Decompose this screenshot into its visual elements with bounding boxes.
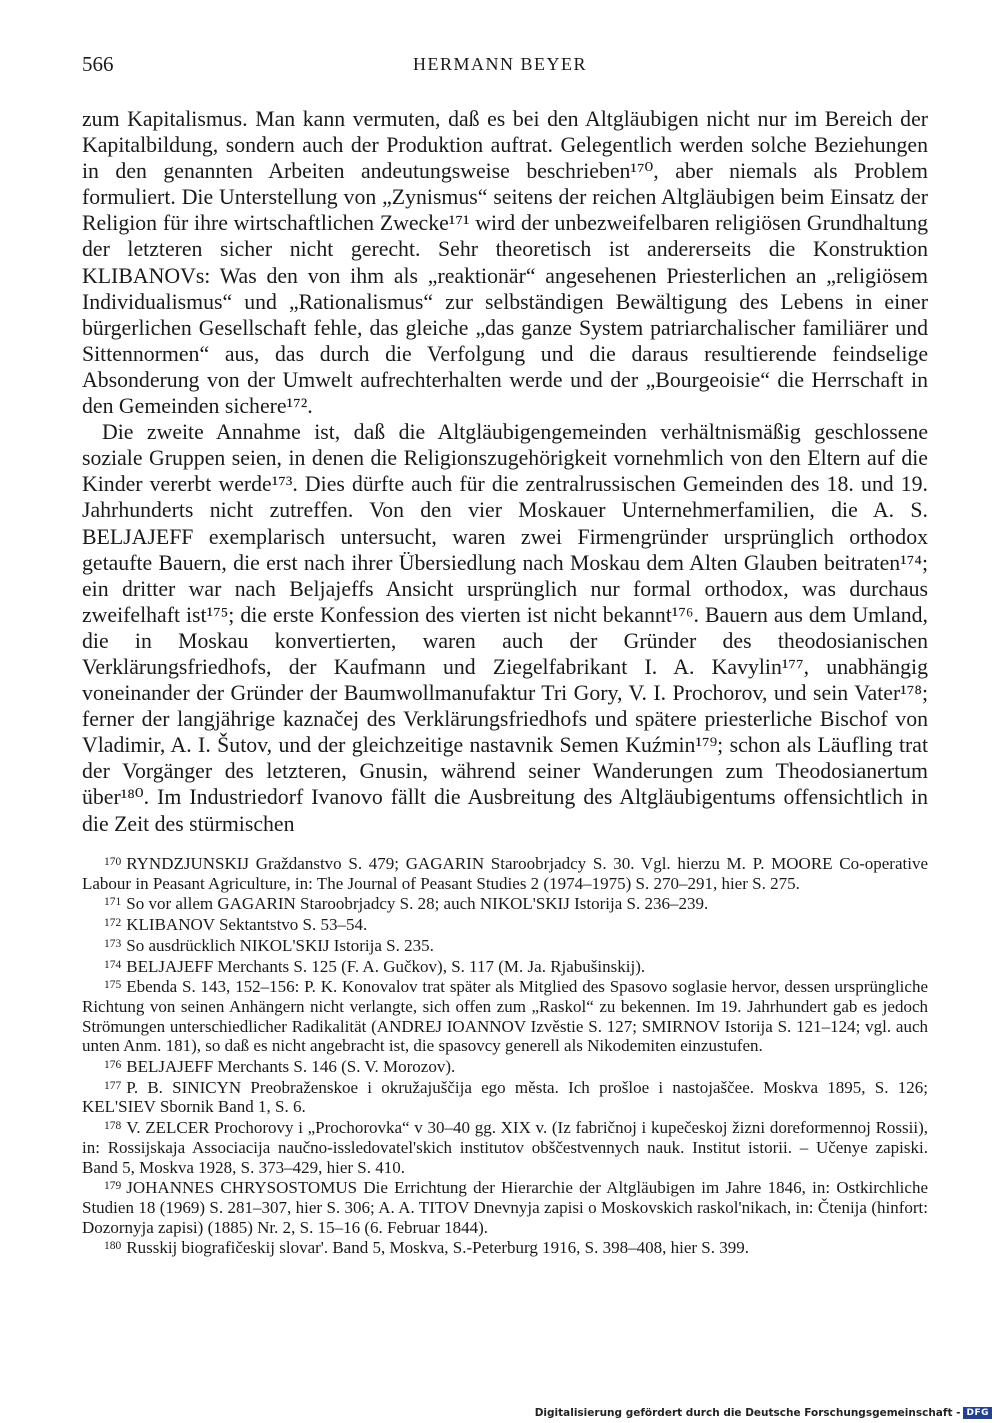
footnote-number: 178 (104, 1120, 122, 1133)
running-head: HERMANN BEYER (412, 54, 587, 74)
footnote-text: RYNDZJUNSKIJ Graždanstvo S. 479; GAGARIN Staroobrjadcy S. 30. Vgl. hierzu M. P. MOORE Co-operative Labour in Peasant Agriculture, in: The Journal of Peasant Studies 2 (1974–1975) S. 270–291, hier S. 275. (82, 854, 928, 893)
footnote (82, 853, 928, 893)
footnote-text: JOHANNES CHRYSOSTOMUS Die Errichtung der Hierarchie der Altgläubigen im Jahre 1846, in: Ostkirchliche Studien 18 (1969) S. 281–307, hier S. 306; A. A. TITOV Dnevnyja zapisi o Moskovskich raskol'nikach, in: Čtenija (hinfort: Dozornyja zapisi) (1885) Nr. 2, S. 15–16 (6. Februar 1844). (82, 1178, 928, 1237)
footnote-number: 173 (104, 937, 122, 950)
footnotes (82, 853, 928, 1258)
dfg-logo: DFG (963, 1407, 992, 1419)
footnote (82, 956, 928, 977)
footnote-text: So ausdrücklich NIKOL'SKIJ Istorija S. 235. (126, 935, 434, 955)
footnote-text: Ebenda S. 143, 152–156: P. K. Konovalov trat später als Mitglied des Spasovo soglasie hervor, dessen ursprüngliche Richtung von seinen Anhängern nicht verlangte, sich offen zum „Raskol“ zu bekennen. Im 19. Jahrhundert gab es jedoch Strömungen unterschiedlicher Radikalität (ANDREJ IOANNOV Izvěstie S. 127; SMIRNOV Istorija S. 121–124; vgl. auch unten Anm. 181), so daß es nicht angebracht ist, die spasovcy generell als Nikodemiten einzustufen. (82, 977, 928, 1056)
footnote-number: 180 (104, 1240, 122, 1253)
footnote (82, 1117, 928, 1177)
footnote-text: V. ZELCER Prochorovy i „Prochorovka“ v 30–40 gg. XIX v. (Iz fabričnoj i kupečeskoj žizni doreformennoj Rossii), in: Rossijskaja Associacija naučno-issledovatel'skich institutov obščestvennych nauk. Institut istorii. – Učenye zapiski. Band 5, Moskva 1928, S. 373–429, hier S. 410. (82, 1118, 928, 1177)
footnote (82, 976, 928, 1056)
footnote (82, 914, 928, 935)
footnote (82, 1056, 928, 1077)
footer-text: Digitalisierung gefördert durch die Deutsche Forschungsgemeinschaft - (534, 1407, 961, 1419)
footnote-number: 170 (104, 856, 122, 868)
footnote (82, 935, 928, 956)
footnote-text: Russkij biografičeskij slovar'. Band 5, Moskva, S.-Peterburg 1916, S. 398–408, hier S. 399. (126, 1238, 749, 1258)
footnote-number: 172 (104, 917, 122, 930)
paragraph-1: zum Kapitalismus. Man kann vermuten, daß es bei den Altgläubigen nicht nur im Bereich der Kapitalbildung, sondern auch der Produktion auftrat. Gelegentlich werden solche Beziehungen in den genannten Arbeiten andeutungsweise beschrieben¹⁷⁰, aber niemals als Problem formuliert. Die Unterstellung von „Zynismus“ seitens der reichen Altgläubigen beim Einsatz der Religion für ihre wirtschaftlichen Zwecke¹⁷¹ wird der unbezweifelbaren religiösen Grundhaltung der letzteren sicher nicht gerecht. Sehr theoretisch ist andererseits die Konstruktion KLIBANOVs: Was den von ihm als „reaktionär“ angesehenen Priesterlichen an „religiösem Individualismus“ und „Rationalismus“ zur selbständigen Bewältigung des Lebens in einer bürgerlichen Gesellschaft fehle, das gleiche „das ganze System patriarchalischer familiärer und Sittennormen“ aus, das durch die Verfolgung und die daraus resultierende feindselige Absonderung von der Umwelt aufrechterhalten werde und der „Bourgeoisie“ die Herrschaft in den Gemeinden sichere¹⁷². (82, 107, 928, 419)
footnote-text: P. B. SINICYN Preobraženskoe i okružajuščija ego města. Ich prošloe i nastojaščee. Moskva 1895, S. 126; KEL'SIEV Sbornik Band 1, S. 6. (82, 1077, 928, 1117)
footnote-number: 171 (104, 896, 122, 909)
footnote-number: 177 (104, 1079, 122, 1092)
footnote-number: 179 (104, 1180, 122, 1193)
footnote (82, 1177, 928, 1237)
footnote-number: 174 (104, 958, 122, 971)
footnote (82, 1237, 928, 1258)
footnote-number: 175 (104, 979, 122, 992)
footnote (82, 893, 928, 914)
body-text (82, 106, 928, 837)
footnote (82, 1077, 928, 1117)
paragraph-2: Die zweite Annahme ist, daß die Altgläubigengemeinden verhältnismäßig geschlossene soziale Gruppen seien, in denen die Religionszugehörigkeit vornehmlich von den Eltern auf die Kinder vererbt werde¹⁷³. Dies dürfte auch für die zentralrussischen Gemeinden des 18. und 19. Jahrhunderts nicht zutreffen. Von den vier Moskauer Unternehmerfamilien, die A. S. BELJAJEFF exemplarisch untersucht, waren zwei Firmengründer ursprünglich orthodox getaufte Bauern, die erst nach ihrer Übersiedlung nach Moskau dem Alten Glauben beitraten¹⁷⁴; ein dritter war nach Beljajeffs Ansicht ursprünglich nur formal orthodox, was durchaus zweifelhaft ist¹⁷⁵; die erste Konfession des vierten ist nicht bekannt¹⁷⁶. Bauern aus dem Umland, die in Moskau konvertierten, waren auch der Gründer des theodosianischen Verklärungsfriedhofs, der Kaufmann und Ziegelfabrikant I. A. Kavylin¹⁷⁷, unabhängig voneinander der Gründer der Baumwollmanufaktur Tri Gory, V. I. Prochorov, und sein Vater¹⁷⁸; ferner der langjährige kaznačej des Verklärungsfriedhofs und spätere priesterliche Bischof von Vladimir, A. I. Šutov, und der gleichzeitige nastavnik Semen Kuźmin¹⁷⁹; schon als Läufling trat der Vorgänger des letzteren, Gnusin, während seiner Wanderungen zum Theodosianertum über¹⁸⁰. Im Industriedorf Ivanovo fällt die Ausbreitung des Altgläubigentums offensichtlich in die Zeit des stürmischen (82, 420, 928, 836)
footnote-text: BELJAJEFF Merchants S. 146 (S. V. Morozov). (126, 1057, 456, 1077)
footnote-number: 176 (104, 1059, 122, 1072)
page-number: 566 (82, 52, 114, 76)
footnote-text: So vor allem GAGARIN Staroobrjadcy S. 28; auch NIKOL'SKIJ Istorija S. 236–239. (126, 894, 709, 914)
footnote-text: BELJAJEFF Merchants S. 125 (F. A. Gučkov), S. 117 (M. Ja. Rjabušinskij). (126, 956, 646, 976)
footnote-text: KLIBANOV Sektantstvo S. 53–54. (126, 915, 368, 935)
digitization-footer (535, 1407, 992, 1419)
